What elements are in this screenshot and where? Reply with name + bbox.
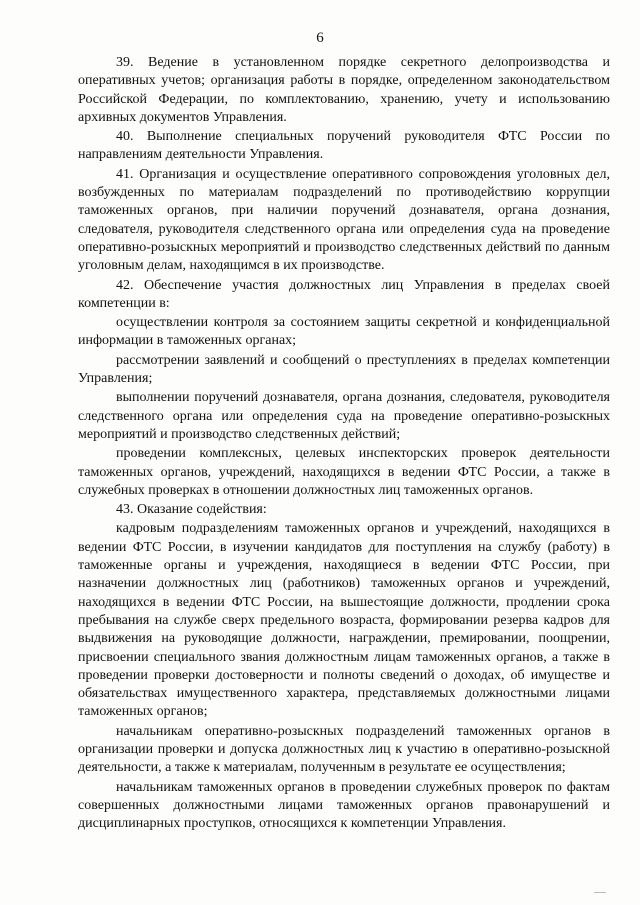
page-number: 6: [316, 30, 324, 46]
scan-mark: [594, 888, 606, 893]
paragraph-43-item-1: кадровым подразделениям таможенных органов и учреждений, находящихся в ведении ФТС России, в изучении кандидатов для поступления на службу (работу) в таможенные органы и учреждения, находящиеся в ведении ФТС России, при назначении должностных лиц (работников) таможенных органов и учреждений, находящихся в ведении ФТС России, на вышестоящие должности, продлении срока пребывания на службе сверх предельного возраста, формировании резерва кадров для выдвижения на руководящие должности, награждении, премировании, поощрении, присвоении специального звания должностным лицам таможенных органов, а также в проведении проверки достоверности и полноты сведений о доходах, об имуществе и обязательствах имущественного характера, представляемых должностными лицами таможенных органов;: [78, 521, 610, 720]
paragraph-42: 42. Обеспечение участия должностных лиц Управления в пределах своей компетенции в:: [78, 277, 610, 311]
paragraph-43-item-3: начальникам таможенных органов в проведении служебных проверок по фактам совершенных должностными лицами таможенных органов правонарушений и дисциплинарных проступков, относящихся к компетенции Управления.: [78, 779, 610, 832]
paragraph-42-item-1: осуществлении контроля за состоянием защиты секретной и конфиденциальной информации в таможенных органах;: [78, 315, 610, 349]
paragraph-39: 39. Ведение в установленном порядке секретного делопроизводства и оперативных учетов; организация работы в порядке, определенном законодательством Российской Федерации, по комплектованию, хранению, учету и использованию архивных документов Управления.: [78, 55, 610, 125]
paragraph-43-item-2: начальникам оперативно-розыскных подразделений таможенных органов в организации проверки и допуска должностных лиц к участию в оперативно-розыскной деятельности, а также к материалам, полученным в результате ее осуществления;: [78, 723, 610, 776]
paragraph-42-item-4: проведении комплексных, целевых инспекторских проверок деятельности таможенных органов, учреждений, находящихся в ведении ФТС России, а также в служебных проверках в отношении должностных лиц таможенных органов.: [78, 446, 610, 498]
paragraph-41: 41. Организация и осуществление оперативного сопровождения уголовных дел, возбужденных по материалам подразделений по противодействию коррупции таможенных органов, при наличии поручений дознавателя, органа дознания, следователя, руководителя следственного органа или определения суда на проведение оперативно-розыскных мероприятий и производство следственных действий по данным уголовным делам, находящимся в их производстве.: [78, 166, 610, 274]
paragraph-40: 40. Выполнение специальных поручений руководителя ФТС России по направлениям деятельности Управления.: [78, 129, 610, 163]
paragraph-42-item-3: выполнении поручений дознавателя, органа дознания, следователя, руководителя следственного органа или определения суда на проведение оперативно-розыскных мероприятий и производство следственных действий;: [78, 390, 610, 442]
paragraph-42-item-2: рассмотрении заявлений и сообщений о преступлениях в пределах компетенции Управления;: [78, 352, 610, 387]
paragraph-43: 43. Оказание содействия:: [116, 502, 267, 518]
document-body: [78, 54, 610, 833]
